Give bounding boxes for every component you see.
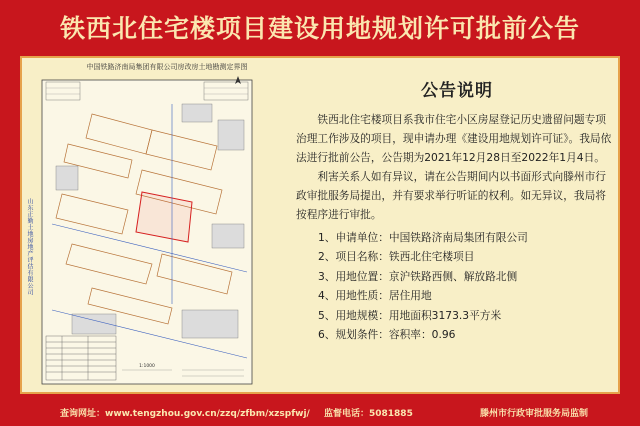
list-item: 6、规划条件：容积率：0.96 — [318, 328, 456, 342]
content-panel — [20, 56, 620, 394]
map-title: 中国铁路济南局集团有限公司房改房土地勘测定界图 — [86, 63, 248, 71]
issuer: 滕州市行政审批服务局监制 — [480, 409, 589, 419]
survey-map — [32, 74, 260, 392]
supervision-phone: 监督电话：5081885 — [324, 409, 413, 419]
map-side-label: 山东正勤土地房地产评估有限公司 — [26, 198, 33, 296]
list-item: 2、项目名称：铁西北住宅楼项目 — [318, 250, 475, 264]
notice-paragraph: 利害关系人如有异议，请在公告期间内以书面形式向滕州市行政审批服务局提出，并有要求举行听证的权利。如无异议，我局将按程序进行审批。 — [296, 170, 606, 221]
list-item: 4、用地性质：居住用地 — [318, 289, 432, 303]
banner — [0, 0, 640, 54]
notice-item-list — [296, 228, 614, 344]
list-item: 3、用地位置：京沪铁路西侧、解放路北侧 — [318, 269, 518, 283]
query-url: 查询网址：www.tengzhou.gov.cn/zzq/zfbm/xzspfwj/ — [60, 409, 310, 419]
banner-title: 铁西北住宅楼项目建设用地规划许可批前公告 — [59, 14, 580, 43]
list-item: 1、申请单位：中国铁路济南局集团有限公司 — [318, 231, 528, 244]
map-legend-table — [46, 336, 116, 380]
notice-paragraph: 铁西北住宅楼项目系我市住宅小区房屋登记历史遗留问题专项治理工作涉及的项目，现申请办理《建设用地规划许可证》。我局依法进行批前公告，公告期为2021年12月28日至2022年1月4日。 — [296, 113, 612, 164]
notice-title: 公告说明 — [421, 81, 493, 101]
map-scale: 1:1000 — [139, 364, 155, 369]
list-item: 5、用地规模：用地面积3173.3平方米 — [318, 308, 502, 322]
footer — [0, 396, 640, 426]
notice-body — [296, 110, 614, 344]
